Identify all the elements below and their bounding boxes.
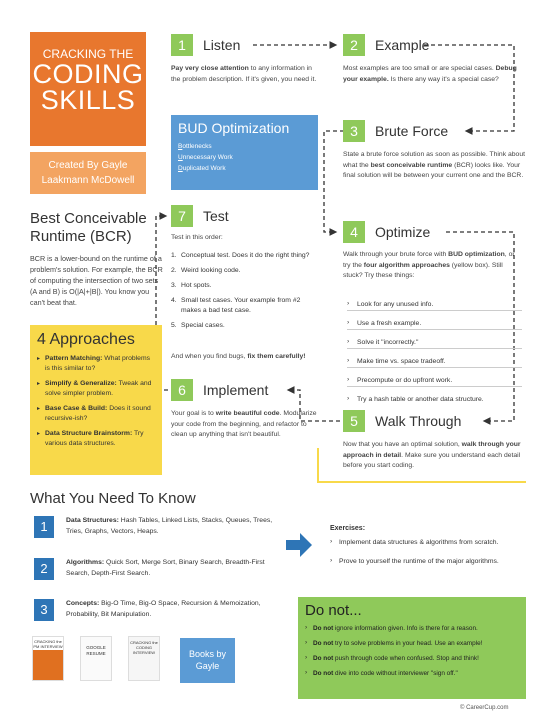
test-list xyxy=(171,251,316,336)
approach-item xyxy=(37,429,155,449)
step-2-bold: Debug your example. xyxy=(343,65,517,83)
approach-text: Try various data structures. xyxy=(45,430,144,447)
do-not-title: Do not... xyxy=(305,602,362,619)
step-3-title: Brute Force xyxy=(375,123,449,139)
book-cover-coding-interview xyxy=(128,636,160,681)
test-intro: Test in this order: xyxy=(171,234,223,241)
do-not-item xyxy=(305,654,519,663)
exercise-item: › Prove to yourself the runtime of the major algorithms. xyxy=(330,557,530,567)
exercises-title: Exercises: xyxy=(330,525,366,532)
step-4-bold: BUD optimization xyxy=(448,251,505,258)
bud-item xyxy=(178,163,311,174)
test-item xyxy=(171,251,316,261)
bud-rest: uplicated Work xyxy=(182,165,226,172)
approaches-box xyxy=(30,325,162,475)
know-item xyxy=(66,599,276,620)
arrow-brute-to-optimize xyxy=(324,131,344,232)
step-1-number: 1 xyxy=(171,34,193,56)
step-5-text: Now that you have an optimal solution, xyxy=(343,441,462,448)
test-item xyxy=(171,266,316,276)
approach-text: Does it sound recursive-ish? xyxy=(45,405,151,422)
step-5-number: 5 xyxy=(343,410,365,432)
do-not-bold: Do not xyxy=(313,655,334,662)
books-by-line-1: Books by xyxy=(188,649,227,659)
step-4-text: (yellow box). Still stuck? Try these things: xyxy=(343,261,503,279)
optimize-item: › Make time vs. space tradeoff. xyxy=(347,357,522,368)
title-line-1: CRACKING THE xyxy=(42,47,134,61)
blue-arrow-icon xyxy=(286,533,312,557)
approach-item xyxy=(37,404,155,424)
step-2-number: 2 xyxy=(343,34,365,56)
step-5-body xyxy=(343,440,528,472)
do-not-bold: Do not xyxy=(313,625,334,632)
know-text: Quick Sort, Merge Sort, Binary Search, Breadth-First Search, Depth-First Search. xyxy=(66,559,265,577)
approach-head: Data Structure Brainstorm: xyxy=(45,430,133,437)
step-4-body xyxy=(343,250,523,282)
step-3-text: State a brute force solution as soon as possible. Think about what the xyxy=(343,151,525,169)
approach-item xyxy=(37,354,155,374)
bud-item xyxy=(178,141,311,152)
test-outro xyxy=(171,352,321,363)
test-item-text: Small test cases. Your example from #2 makes a bad test case. xyxy=(181,297,301,314)
books-by-label[interactable] xyxy=(180,638,235,683)
do-not-box xyxy=(298,597,526,699)
step-2-title: Example xyxy=(375,37,430,53)
test-item xyxy=(171,321,316,331)
bud-letter: D xyxy=(178,165,183,172)
step-3-text: (BCR) looks like. Your final solution will be between your current one and the BCR. xyxy=(343,161,524,179)
step-7-number: 7 xyxy=(171,205,193,227)
author-line-1: Created By Gayle xyxy=(48,160,128,171)
book-cover-title: GOOGLE RESUME xyxy=(86,645,106,656)
know-head: Algorithms: xyxy=(66,559,105,566)
do-not-item xyxy=(305,669,519,678)
step-4-text: Walk through your brute force with xyxy=(343,251,449,258)
optimize-item: › Solve it "incorrectly." xyxy=(347,338,522,349)
bud-item xyxy=(178,152,311,163)
bcr-title-line-2: Runtime (BCR) xyxy=(30,228,132,245)
step-2-text: Most examples are too small or are special cases. xyxy=(343,65,496,72)
book-cover-title: CRACKING the PM INTERVIEW xyxy=(33,639,63,649)
test-item-number: 4. xyxy=(171,297,177,304)
approach-text: Tweak and solve simpler problem. xyxy=(45,380,152,397)
step-7-title: Test xyxy=(203,208,229,224)
know-title: What You Need To Know xyxy=(30,490,196,507)
know-item xyxy=(66,516,276,537)
test-item-text: Special cases. xyxy=(181,322,225,329)
step-1-text: to any information in the problem description. If it's given, you need it. xyxy=(171,65,317,83)
know-number: 2 xyxy=(34,558,54,580)
books-by-line-2: Gayle xyxy=(195,661,220,671)
bud-letter: B xyxy=(178,143,183,150)
step-1-body xyxy=(171,64,319,85)
optimize-item: › Use a fresh example. xyxy=(347,319,522,330)
test-item-text: Conceptual test. Does it do the right thing? xyxy=(181,252,310,259)
do-not-item xyxy=(305,624,519,633)
step-2-text: Is there any way it's a special case? xyxy=(388,75,499,83)
step-6-title: Implement xyxy=(203,382,269,398)
test-outro-bold: fix them carefully! xyxy=(247,353,306,360)
optimize-list xyxy=(347,300,522,413)
step-6-number: 6 xyxy=(171,379,193,401)
step-4-text: , or try the xyxy=(343,251,515,269)
do-not-bold: Do not xyxy=(313,670,334,677)
arrow-example-to-brute xyxy=(424,45,514,131)
exercises-list xyxy=(330,538,530,576)
test-item-text: Weird looking code. xyxy=(181,267,241,274)
do-not-bold: Do not xyxy=(313,640,334,647)
step-5-text: . Make sure you understand each detail before you start coding. xyxy=(343,451,521,469)
test-item-text: Hot spots. xyxy=(181,282,212,289)
optimize-item: › Precompute or do upfront work. xyxy=(347,376,522,387)
bud-box xyxy=(171,115,318,190)
do-not-text: push through code when confused. Stop and think! xyxy=(333,655,479,662)
bud-letter: U xyxy=(178,154,183,161)
step-4-number: 4 xyxy=(343,221,365,243)
step-1-title: Listen xyxy=(203,37,241,53)
step-1-bold: Pay very close attention xyxy=(171,65,249,72)
book-cover-pm-interview xyxy=(32,636,64,681)
step-6-body xyxy=(171,409,321,441)
optimize-item: › Look for any unused info. xyxy=(347,300,522,311)
do-not-text: ignore information given. Info is there for a reason. xyxy=(333,625,478,632)
test-item-number: 5. xyxy=(171,322,177,329)
approaches-title: 4 Approaches xyxy=(37,331,135,348)
exercise-item: › Implement data structures & algorithms from scratch. xyxy=(330,538,530,548)
bud-title: BUD Optimization xyxy=(178,120,290,136)
test-item-number: 3. xyxy=(171,282,177,289)
know-item xyxy=(66,558,276,579)
test-item xyxy=(171,281,316,291)
bud-rest: ottlenecks xyxy=(182,143,212,150)
title-line-3: SKILLS xyxy=(40,85,136,115)
book-cover-title: CRACKING the CODING INTERVIEW xyxy=(130,640,158,655)
do-not-item xyxy=(305,639,519,648)
know-number: 1 xyxy=(34,516,54,538)
step-3-number: 3 xyxy=(343,120,365,142)
test-outro-text: And when you find bugs, xyxy=(171,353,248,360)
step-5-title: Walk Through xyxy=(375,413,462,429)
know-text: Hash Tables, Linked Lists, Stacks, Queues, Trees, Tries, Graphs, Vectors, Heaps. xyxy=(66,517,273,535)
test-item xyxy=(171,296,316,316)
step-6-bold: write beautiful code xyxy=(215,410,280,417)
step-4-title: Optimize xyxy=(375,224,431,240)
author-block xyxy=(30,152,146,194)
do-not-text: dive into code without interviewer "sign off." xyxy=(333,670,458,677)
know-head: Data Structures: xyxy=(66,517,119,524)
step-6-text: . Modularize your code from the beginning, and refactor to clean up anything that isn't beautiful. xyxy=(171,410,317,438)
optimize-item: › Try a hash table or another data structure. xyxy=(347,395,522,405)
do-not-text: try to solve problems in your head. Use an example! xyxy=(333,640,483,647)
know-number: 3 xyxy=(34,599,54,621)
approach-item xyxy=(37,379,155,399)
approach-head: Pattern Matching: xyxy=(45,355,103,362)
bcr-text: BCR is a lower-bound on the runtime of a problem's solution. For example, the BCR of computing the intersection of two sets (A and B) is O(|A|+|B|). You know you can't beat that. xyxy=(30,254,163,307)
book-cover-google-resume xyxy=(80,636,112,681)
step-6-text: Your goal is to xyxy=(171,410,216,417)
footer-credit: © CareerCup.com xyxy=(460,705,509,711)
title-line-2: CODING xyxy=(32,59,144,89)
approach-text: What problems is this similar to? xyxy=(45,355,151,372)
step-2-body xyxy=(343,64,523,85)
step-3-body xyxy=(343,150,528,182)
know-head: Concepts: xyxy=(66,600,100,607)
bcr-title-line-1: Best Conceivable xyxy=(30,210,147,227)
know-text: Big-O Time, Big-O Space, Recursion & Memoization, Probability, Bit Manipulation. xyxy=(66,600,261,618)
test-item-number: 1. xyxy=(171,252,177,259)
bcr-title xyxy=(30,210,160,246)
step-3-bold: best conceivable runtime xyxy=(370,161,453,169)
author-line-2: Laakmann McDowell xyxy=(41,175,135,186)
approach-head: Simplify & Generalize: xyxy=(45,380,117,387)
test-item-number: 2. xyxy=(171,267,177,274)
bud-rest: nnecessary Work xyxy=(182,154,233,161)
title-block xyxy=(30,32,146,146)
approach-head: Base Case & Build: xyxy=(45,405,108,412)
step-4-bold: four algorithm approaches xyxy=(363,261,450,269)
step-5-bold: walk through your approach in detail xyxy=(343,441,521,459)
